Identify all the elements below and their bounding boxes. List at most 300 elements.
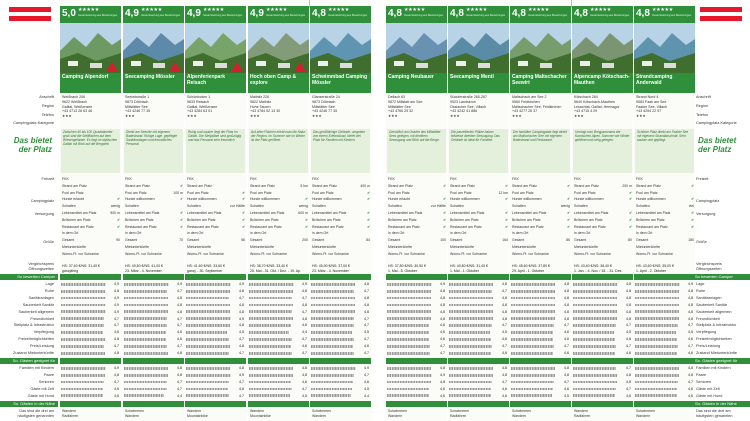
feature-label: Pool am Platz	[312, 190, 334, 195]
campsite-name: Strandcamping Anderwald	[636, 74, 673, 86]
feature-row	[512, 211, 570, 216]
campsite-description: Umringt vom Bergpanorama der Karnischen Alpen. Sommer wie Winter geöffnet und ruhig gelegen.	[573, 129, 632, 173]
feature-label: Brötchen am Platz	[312, 217, 341, 222]
feature-row	[636, 184, 694, 189]
rating-value: 4,7	[177, 323, 182, 328]
suited-row	[248, 366, 309, 371]
rating-bar	[573, 297, 617, 300]
feature-label: FKK	[388, 177, 395, 181]
section-strip	[310, 401, 371, 407]
feature-label: Lebensmittel am Platz	[187, 211, 222, 215]
rating-row	[310, 289, 371, 294]
campsite-photo	[572, 23, 633, 73]
feature-row	[512, 252, 570, 257]
price-and-hours	[62, 264, 120, 273]
rating-bar	[311, 331, 352, 334]
suited-row	[634, 387, 695, 392]
feature-row	[125, 225, 183, 230]
rating-value: 4,7	[364, 316, 369, 321]
price-and-hours	[636, 264, 694, 273]
feature-label: Hunde willkommen	[450, 197, 480, 202]
section-strip	[123, 274, 184, 280]
rating-value: 4,9	[114, 282, 119, 286]
warning-triangle-icon	[231, 62, 243, 72]
feature-row	[62, 245, 120, 250]
checkmark-icon: ✔	[305, 217, 308, 222]
suited-row	[185, 366, 246, 371]
rating-bar	[124, 352, 168, 355]
campsite-column	[510, 0, 571, 421]
suited-row	[123, 394, 184, 399]
rating-row-label: Lage	[45, 282, 54, 286]
rating-bar	[124, 324, 167, 327]
row-label: Region	[696, 104, 709, 108]
row-label: häufigsten genannten	[696, 414, 733, 418]
rating-bar	[635, 283, 680, 286]
checkmark-icon: ✔	[367, 217, 370, 222]
suited-row	[248, 394, 309, 399]
rating-row	[634, 303, 695, 308]
address-line: Schönboden 1	[187, 95, 211, 99]
checkmark-icon: ✔	[367, 197, 370, 202]
row-label: Vergleichspreis	[696, 262, 722, 266]
feature-label: Restaurant am Platz	[250, 224, 282, 229]
checkmark-icon: ✔	[242, 217, 245, 222]
suited-bar	[387, 394, 429, 397]
rating-value: 4,6	[564, 337, 569, 342]
suited-row	[248, 380, 309, 385]
checkmark-icon: ✔	[443, 183, 446, 188]
feature-label: Strand am Platz	[512, 183, 537, 188]
section-strip	[572, 358, 633, 364]
feature-label: Schatten	[312, 204, 326, 209]
rating-row	[386, 303, 447, 308]
rating-bar	[449, 304, 493, 307]
feature-row	[62, 252, 120, 257]
rating-row-label: Sauberkeit allgemein	[696, 309, 732, 314]
rating-row	[248, 282, 309, 287]
suited-bar	[573, 374, 617, 377]
checkmark-icon: ✔	[691, 183, 694, 188]
section-strip	[123, 401, 184, 407]
feature-value: viel	[688, 204, 694, 209]
feature-row	[312, 225, 370, 230]
warning-triangle-icon	[169, 62, 181, 72]
suited-value: 4,8	[302, 372, 307, 377]
address-line: Maltschacher See, Feldkirchen	[512, 104, 562, 109]
rating-bar	[511, 297, 555, 300]
suited-value: 4,7	[564, 379, 569, 384]
suited-value: 4,7	[177, 386, 182, 391]
suited-value: 4,9	[364, 366, 369, 370]
section-strip	[386, 274, 447, 280]
rating-value: 4,6	[564, 351, 569, 355]
checkmark-icon: ✔	[305, 197, 308, 202]
checkmark-icon: ✔	[567, 183, 570, 188]
rating-row	[448, 289, 509, 294]
rating-bar	[573, 304, 617, 307]
row-label: häufigsten genannten	[17, 414, 54, 418]
suited-value: 4,6	[502, 386, 507, 391]
suited-row	[123, 373, 184, 378]
feature-label: Brötchen am Platz	[512, 217, 541, 222]
section-strip	[510, 358, 571, 364]
suited-bar	[249, 374, 293, 377]
rating-bar	[387, 317, 431, 320]
rating-row	[60, 303, 121, 308]
address-line: Hohe Tauern	[250, 104, 271, 109]
rating-value: 4,8	[302, 316, 307, 321]
review-note: Gesamtwertung aus Bewertungen	[78, 14, 118, 17]
rating-row	[386, 289, 447, 294]
feature-label: Hunde willkommen	[312, 197, 342, 202]
feature-label: FKK	[512, 177, 519, 181]
campsite-column	[248, 0, 309, 421]
rating-bar	[61, 331, 103, 334]
feature-label: Brötchen am Platz	[450, 217, 479, 222]
comparison-price: HS: 37,40 €/NS: 31,40 €	[62, 264, 100, 268]
suited-row	[572, 366, 633, 371]
suited-row	[386, 380, 447, 385]
rating-bar	[635, 304, 679, 307]
opening-hours: 1. Mai - 1. Oktober	[450, 268, 479, 273]
feature-label: Gesamt	[125, 238, 138, 243]
overall-score: 4,8	[450, 8, 464, 19]
suited-bar	[635, 381, 678, 384]
photo-landscape	[386, 23, 447, 73]
campsite-column	[60, 0, 121, 421]
rating-bar	[449, 324, 492, 327]
right-label-column	[692, 0, 750, 421]
feature-row	[574, 245, 632, 250]
rating-value: 4,8	[364, 302, 369, 307]
feature-row	[62, 204, 120, 209]
suited-value: 4,8	[440, 366, 445, 370]
category-stars: ★★★	[512, 114, 522, 119]
feature-label: Schatten	[512, 204, 526, 209]
suited-bar	[573, 367, 616, 370]
rating-row-label: Freizeitmöglichkeiten	[18, 337, 54, 342]
feature-row	[125, 177, 183, 182]
feature-row	[187, 184, 245, 189]
rating-row	[572, 344, 633, 349]
comparison-price: HS: 43,40 €/NS: 36,40 €	[574, 264, 612, 268]
rating-row	[60, 296, 121, 301]
rating-value: 4,8	[239, 309, 244, 314]
campsite-photo	[634, 23, 695, 73]
section-strip	[572, 274, 633, 280]
rating-bar	[61, 324, 104, 327]
rating-value: 4,8	[564, 295, 569, 300]
activity-item: Wandern	[636, 413, 651, 418]
row-label: Größe	[696, 240, 707, 244]
rating-row	[123, 310, 184, 315]
rating-bar	[249, 317, 293, 320]
feature-row	[512, 238, 570, 243]
section-strip	[60, 401, 121, 407]
rating-value: 4,9	[114, 309, 119, 314]
rating-row	[386, 317, 447, 322]
price-and-hours	[512, 264, 570, 273]
rating-bar	[311, 338, 354, 341]
rating-value: 4,9	[114, 302, 119, 307]
feature-label: FKK	[450, 177, 457, 181]
rating-row	[123, 317, 184, 322]
feature-row	[62, 184, 120, 189]
activity-item: Radfahren	[574, 413, 591, 418]
suited-bar	[449, 394, 491, 397]
rating-row	[510, 351, 571, 356]
row-label: Vergleichspreis	[28, 262, 54, 266]
nearby-activities	[312, 409, 370, 418]
rating-bar	[449, 290, 492, 293]
feature-label: Hunde willkommen	[187, 197, 217, 202]
campsite-name: Camping Maltschacher Seewirt	[512, 74, 567, 86]
rating-value: 4,5	[239, 330, 244, 335]
rating-row	[60, 337, 121, 342]
rating-bar	[573, 338, 615, 341]
campsite-column	[386, 0, 447, 421]
campsite-address	[187, 95, 245, 119]
rating-value: 4,8	[502, 282, 507, 286]
feature-row	[187, 204, 245, 209]
feature-row	[62, 238, 120, 243]
rating-row	[448, 317, 509, 322]
rating-row	[572, 282, 633, 287]
opening-hours: 1. Jan. - 4. Nov. / 15. - 31. Dez.	[574, 268, 623, 273]
rating-bar	[573, 345, 616, 348]
rating-bar	[387, 324, 429, 327]
campsite-column	[185, 0, 246, 421]
row-label: Telefon	[41, 113, 54, 117]
feature-row	[312, 231, 370, 236]
feature-label: in dem Ort	[62, 231, 79, 236]
row-label: Größe	[43, 240, 54, 244]
rating-value: 4,8	[440, 309, 445, 314]
rating-bar	[249, 352, 292, 355]
rating-value: 4,8	[564, 282, 569, 286]
checkmark-icon: ✔	[117, 224, 120, 229]
feature-row	[62, 231, 120, 236]
feature-row	[574, 197, 632, 202]
feature-row	[574, 252, 632, 257]
rating-value: 4,7	[626, 344, 631, 349]
price-and-hours	[250, 264, 308, 273]
rating-value: 4,8	[302, 302, 307, 307]
rating-row	[123, 330, 184, 335]
rating-row-label: Stellplatz & Infrastruktur	[696, 323, 737, 328]
feature-value: 600 m	[298, 211, 308, 215]
address-line: 9583 Faak am See	[636, 99, 667, 104]
feature-row	[62, 177, 120, 182]
rating-bar	[511, 310, 555, 313]
suited-value: 4,6	[364, 379, 369, 384]
address-line: 9873 Döbriach	[312, 99, 336, 104]
overall-score: 4,9	[250, 8, 264, 19]
comparison-price: HS: 38,70 €/NS: 33,40 €	[250, 264, 288, 268]
feature-value: 12 km	[498, 190, 508, 195]
suited-bar	[449, 374, 493, 377]
campsite-photo	[310, 23, 371, 73]
rating-bar	[387, 345, 430, 348]
suited-row	[123, 366, 184, 371]
rating-value: 4,7	[364, 337, 369, 342]
rating-value: 4,9	[114, 295, 119, 300]
rating-value: 4,7	[688, 344, 693, 349]
rating-row	[310, 351, 371, 356]
suited-row	[448, 373, 509, 378]
address-line: +43 4766 25 32	[388, 109, 414, 114]
checkmark-icon: ✔	[505, 183, 508, 188]
rating-bar	[511, 317, 555, 320]
rating-row	[448, 351, 509, 356]
feature-row	[250, 191, 308, 196]
rating-bar	[311, 297, 355, 300]
suited-row	[386, 394, 447, 399]
suited-row-label: Gäste mit Hund	[27, 393, 54, 398]
feature-row	[574, 191, 632, 196]
campsite-column	[448, 0, 509, 421]
rating-row	[634, 310, 695, 315]
rating-bar	[511, 331, 553, 334]
category-stars: ★★★	[125, 114, 135, 119]
suited-bar	[511, 374, 555, 377]
checkmark-icon: ✔	[180, 183, 183, 188]
rating-row	[60, 344, 121, 349]
suited-row	[123, 387, 184, 392]
rating-value: 4,6	[302, 344, 307, 349]
feature-label: Pool am Platz	[574, 190, 596, 195]
rating-value: 4,7	[440, 351, 445, 355]
feature-row	[450, 184, 508, 189]
suited-bar	[249, 388, 292, 391]
rating-bar	[311, 352, 354, 355]
rating-row	[185, 351, 246, 356]
suited-bar	[573, 388, 616, 391]
feature-value: 84	[366, 238, 370, 243]
rating-row	[185, 282, 246, 287]
feature-row	[312, 252, 370, 257]
feature-label: Strand am Platz	[125, 183, 150, 188]
row-label: Anschrift	[39, 95, 54, 99]
checkmark-icon: ✔	[629, 224, 632, 229]
suited-bar	[635, 367, 679, 370]
rating-row	[572, 310, 633, 315]
feature-row	[187, 197, 245, 202]
rating-value: 4,6	[688, 337, 693, 342]
checkmark-icon: ✔	[691, 211, 694, 215]
feature-label: FKK	[187, 177, 194, 181]
feature-value: 86	[566, 238, 570, 243]
feature-label: Pool am Platz	[62, 190, 84, 195]
feature-label: Mietunterkünfte	[574, 245, 599, 249]
feature-row	[187, 238, 245, 243]
tagline-line: Das bietet	[13, 136, 52, 145]
rating-row	[634, 351, 695, 356]
suited-row	[60, 366, 121, 371]
rating-row	[248, 310, 309, 315]
rating-value: 4,6	[302, 323, 307, 328]
checkmark-icon: ✔	[367, 224, 370, 229]
suited-value: 4,6	[688, 393, 693, 398]
campsite-name: Alpenferienpark Reisach	[187, 74, 226, 86]
feature-label: Schatten	[450, 204, 464, 209]
suited-value: 4,7	[302, 386, 307, 391]
feature-row	[125, 231, 183, 236]
address-line: +43 4284 63 01	[187, 109, 213, 114]
star-rating-icon: ★★★★★	[328, 7, 349, 13]
address-line: 9633 Reisach	[187, 99, 209, 104]
address-line: 9872 Millstatt am See	[388, 99, 423, 104]
rating-row	[185, 289, 246, 294]
category-stars: ★★★	[574, 114, 584, 119]
rating-row	[510, 317, 571, 322]
feature-row	[250, 204, 308, 209]
rating-value: 4,8	[688, 288, 693, 293]
price-and-hours	[187, 264, 245, 273]
activity-item: Radfahren	[62, 413, 79, 418]
feature-row	[574, 218, 632, 223]
suited-bar	[511, 367, 555, 370]
campsite-description: Gemütlich am Ostufer des Millstätter Sees gelegen, mit direktem Seezugang und Blick auf die Berge.	[387, 129, 446, 173]
feature-row	[388, 225, 446, 230]
rating-value: 4,8	[564, 288, 569, 293]
feature-label: Lebensmittel am Platz	[512, 211, 547, 215]
rating-bar	[124, 310, 168, 313]
rating-bar	[61, 290, 105, 293]
rating-value: 4,8	[114, 288, 119, 293]
feature-row	[512, 184, 570, 189]
rating-bar	[511, 338, 553, 341]
section-strip	[448, 274, 509, 280]
checkmark-icon: ✔	[443, 217, 446, 222]
address-line: +43 4246 77 35	[125, 109, 151, 114]
feature-row	[574, 231, 632, 236]
feature-row	[512, 197, 570, 202]
nearby-activities	[62, 409, 120, 418]
feature-label: Gesamt	[62, 238, 75, 243]
feature-label: Lebensmittel am Platz	[574, 211, 609, 215]
feature-row	[250, 245, 308, 250]
feature-label: Mietunterkünfte	[250, 245, 275, 249]
rating-row	[123, 289, 184, 294]
section-header-suited: So. Gästen geeignet für	[0, 358, 58, 364]
campsite-name: Camping Neubauer	[388, 74, 434, 80]
suited-value: 4,6	[239, 386, 244, 391]
rating-row	[310, 337, 371, 342]
rating-row	[634, 317, 695, 322]
rating-row	[572, 289, 633, 294]
star-rating-icon: ★★★★★	[466, 7, 487, 13]
rating-value: 4,7	[564, 323, 569, 328]
row-label: Freizeit	[696, 177, 709, 181]
rating-row	[510, 303, 571, 308]
suited-row	[185, 387, 246, 392]
address-line: Millstätter See	[388, 104, 411, 109]
rating-value: 4,8	[502, 302, 507, 307]
rating-value: 4,5	[688, 330, 693, 335]
feature-label: Brötchen am Platz	[388, 217, 417, 222]
suited-row	[634, 380, 695, 385]
checkmark-icon: ✔	[180, 217, 183, 222]
feature-label: Gesamt	[187, 238, 200, 243]
feature-row	[450, 231, 508, 236]
rating-value: 4,7	[177, 344, 182, 349]
rating-value: 4,8	[564, 316, 569, 321]
rating-row	[510, 282, 571, 287]
nearby-activities	[125, 409, 183, 418]
suited-row	[572, 394, 633, 399]
